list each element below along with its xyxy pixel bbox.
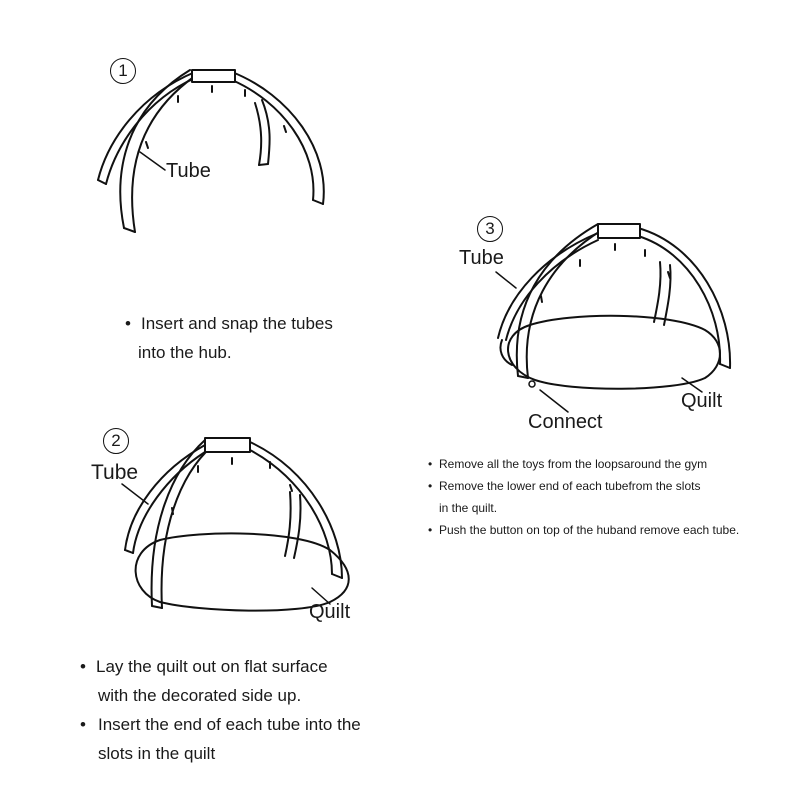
step2-bullet2-line1: Insert the end of each tube into the — [98, 715, 361, 734]
step3-bullet-1 — [428, 453, 739, 475]
step2-quilt-label: Quilt — [309, 601, 351, 623]
step1-tube-label: Tube — [166, 160, 211, 182]
step2-panel — [0, 380, 420, 800]
step3-bullet-3 — [428, 519, 739, 541]
step2-bullet-1-continuation — [80, 681, 361, 710]
step3-bullet2-line2: in the quilt. — [439, 501, 498, 515]
step3-bullet2-line1: Remove the lower end of each tubefrom the slots — [439, 479, 701, 493]
step3-connect-label: Connect — [528, 411, 603, 433]
step1-instruction-line1: Insert and snap the tubes — [141, 314, 333, 333]
step1-instruction-continuation — [125, 338, 333, 367]
step2-bullet2-line2: slots in the quilt — [98, 744, 216, 763]
step2-tube-label: Tube — [91, 461, 139, 484]
step1-instruction-line2: into the hub. — [138, 343, 232, 362]
step1-panel — [0, 0, 400, 380]
step3-number-badge: 3 — [477, 216, 503, 242]
step2-bullet1-line2: with the decorated side up. — [98, 686, 302, 705]
step1-instruction-item — [125, 309, 333, 338]
step1-instructions — [125, 309, 333, 367]
step1-number-badge: 1 — [110, 58, 136, 84]
step2-bullet-2 — [80, 710, 361, 739]
step3-bullet3-text: Push the button on top of the huband remove each tube. — [439, 523, 740, 537]
step2-bullet1-line1: Lay the quilt out on flat surface — [96, 657, 328, 676]
step2-bullet-2-continuation — [80, 739, 361, 768]
step3-panel — [420, 200, 800, 560]
step3-tube-label: Tube — [459, 247, 504, 269]
step3-instructions — [428, 453, 739, 541]
step3-bullet1-text: Remove all the toys from the loopsaround the gym — [439, 457, 708, 471]
step2-bullet-1 — [80, 652, 361, 681]
step3-bullet-2 — [428, 475, 739, 497]
step3-bullet-2-continuation — [428, 497, 739, 519]
step2-instructions — [80, 652, 361, 768]
step2-number-badge: 2 — [103, 428, 129, 454]
step3-quilt-label: Quilt — [681, 390, 723, 412]
